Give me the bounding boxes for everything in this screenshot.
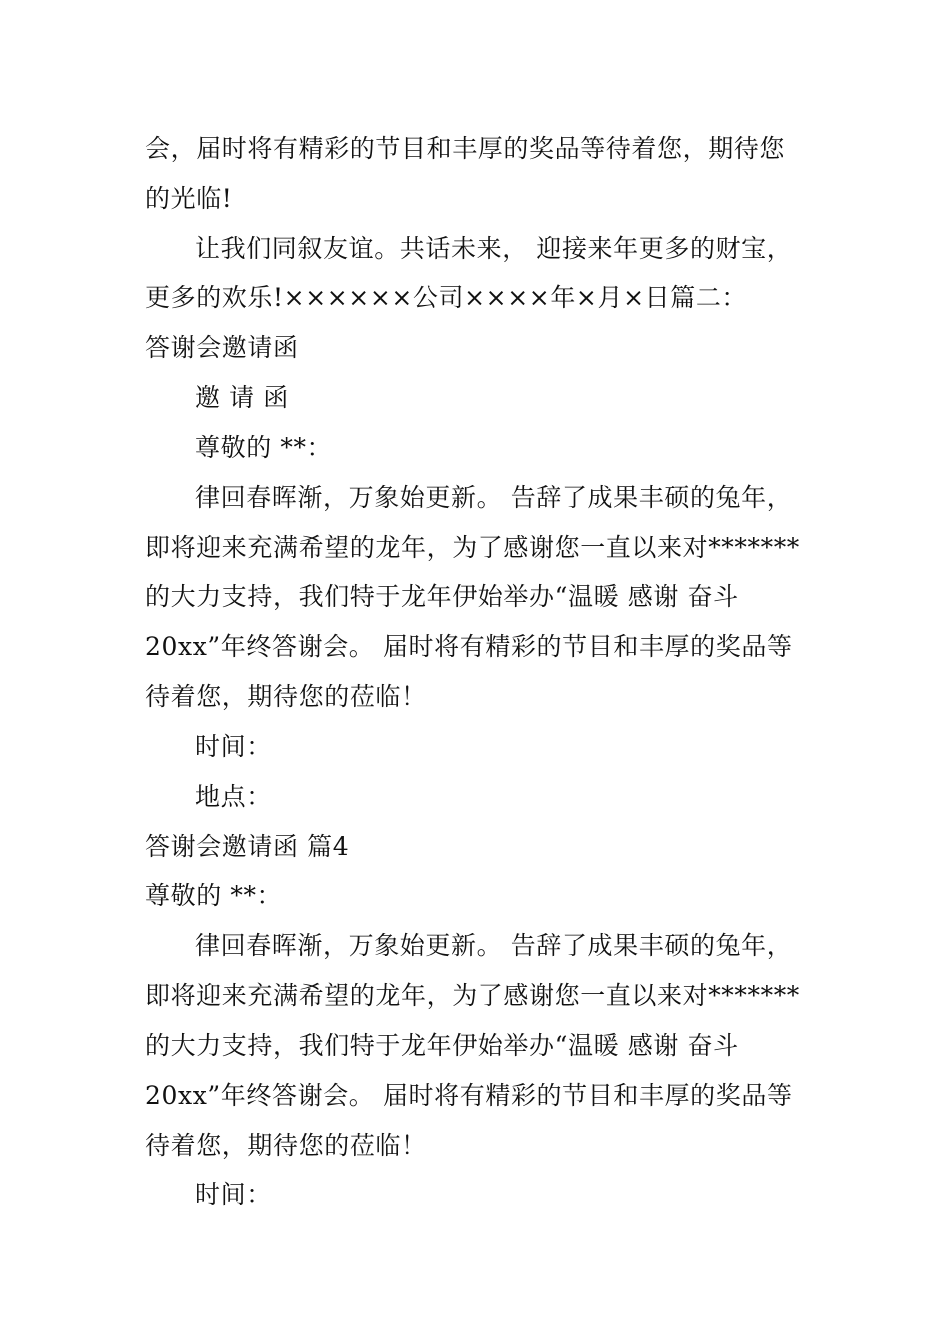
body-text-line: 的大力支持，我们特于龙年伊始举办“温暖 感谢 奋斗 [145, 582, 739, 611]
body-text-line: 待着您，期待您的莅临！ [145, 1131, 427, 1160]
body-text-line: 更多的欢乐!××××××公司××××年×月×日篇二： [145, 283, 748, 312]
body-text-line: 会，届时将有精彩的节目和丰厚的奖品等待着您，期待您 [145, 134, 786, 163]
body-text-line: 律回春晖渐，万象始更新。 告辞了成果丰硕的兔年， [195, 931, 793, 960]
body-text-line: 20xx”年终答谢会。 届时将有精彩的节目和丰厚的奖品等 [145, 632, 793, 661]
location-label: 地点： [195, 782, 272, 811]
time-label: 时间： [195, 732, 272, 761]
salutation: 尊敬的 **： [145, 881, 283, 910]
time-label: 时间： [195, 1180, 272, 1209]
body-text-line: 即将迎来充满希望的龙年，为了感谢您一直以来对******* [145, 533, 800, 562]
body-text-line: 的光临! [145, 184, 233, 213]
section-heading: 答谢会邀请函 [145, 333, 299, 362]
body-text-line: 的大力支持，我们特于龙年伊始举办“温暖 感谢 奋斗 [145, 1031, 739, 1060]
body-text-line: 即将迎来充满希望的龙年，为了感谢您一直以来对******* [145, 981, 800, 1010]
body-text-line: 20xx”年终答谢会。 届时将有精彩的节目和丰厚的奖品等 [145, 1081, 793, 1110]
section-heading: 答谢会邀请函 篇4 [145, 832, 350, 861]
body-text-line: 让我们同叙友谊。共话未来， 迎接来年更多的财宝， [195, 234, 793, 263]
body-text-line: 待着您，期待您的莅临！ [145, 682, 427, 711]
letter-title: 邀 请 函 [195, 383, 289, 412]
body-text-line: 律回春晖渐，万象始更新。 告辞了成果丰硕的兔年， [195, 483, 793, 512]
salutation: 尊敬的 **： [195, 433, 333, 462]
